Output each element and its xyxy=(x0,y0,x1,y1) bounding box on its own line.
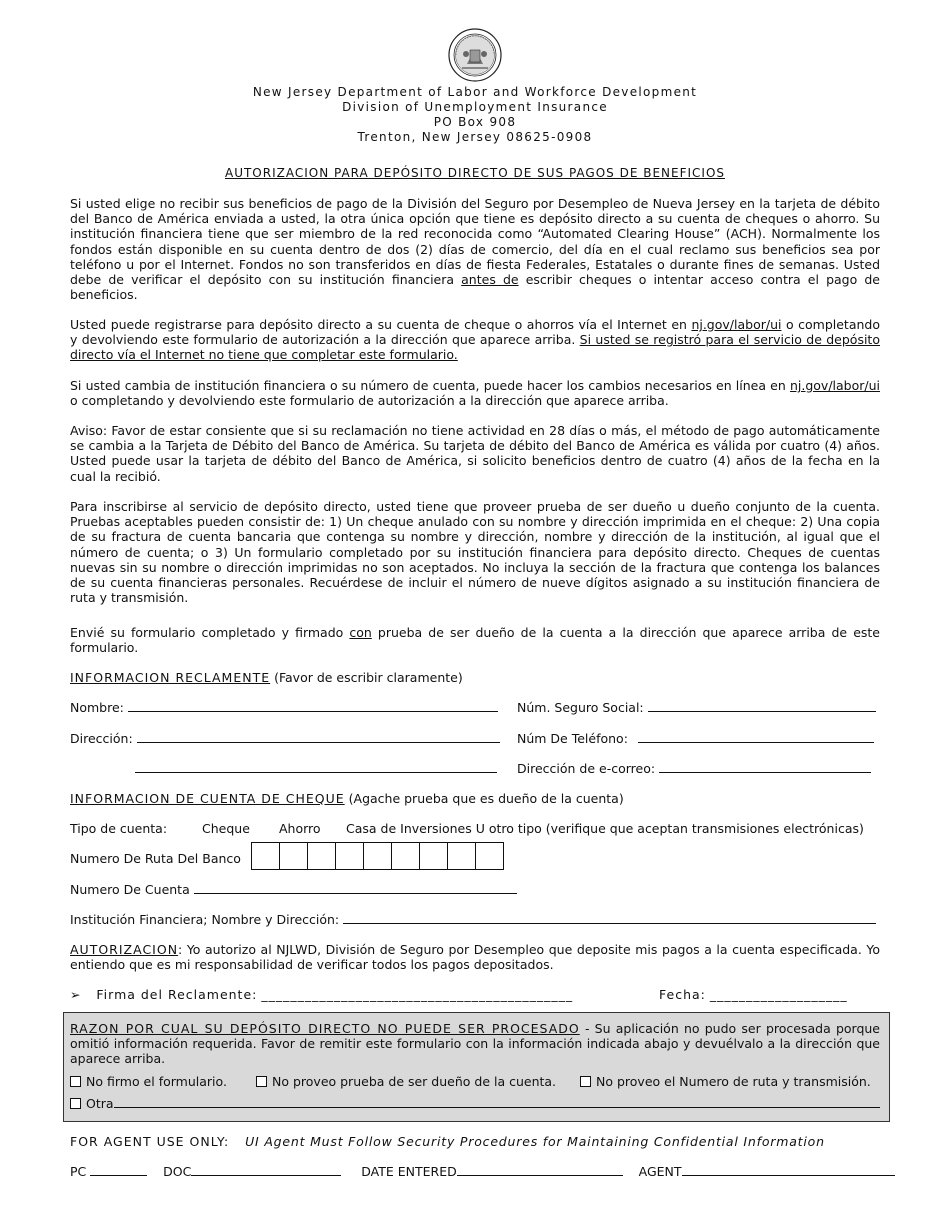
division-name: Division of Unemployment Insurance xyxy=(342,100,608,114)
routing-digit-box[interactable] xyxy=(336,843,364,869)
reject-option-unsigned[interactable]: No firmo el formulario. xyxy=(70,1074,227,1089)
doc-field[interactable]: DOC xyxy=(163,1164,341,1179)
website-link[interactable]: nj.gov/labor/ui xyxy=(789,378,880,393)
reject-option-other[interactable]: Otra xyxy=(70,1096,880,1111)
checkbox-icon[interactable] xyxy=(256,1076,267,1087)
date-entered-field[interactable]: DATE ENTERED xyxy=(361,1164,622,1179)
reject-option-no-proof[interactable]: No proveo prueba de ser dueño de la cuenta. xyxy=(256,1074,556,1089)
routing-digit-box[interactable] xyxy=(420,843,448,869)
website-link[interactable]: nj.gov/labor/ui xyxy=(691,317,782,332)
address-field[interactable]: Dirección: xyxy=(70,731,500,746)
account-number-field[interactable]: Numero De Cuenta xyxy=(70,882,517,897)
name-field[interactable]: Nombre: xyxy=(70,700,498,715)
routing-number-label: Numero De Ruta Del Banco xyxy=(70,851,241,866)
send-form-paragraph: Envié su formulario completado y firmado con prueba de ser dueño de la cuenta a la dirección que aparece arriba de este formulario. xyxy=(70,625,880,656)
form-title: AUTORIZACION PARA DEPÓSITO DIRECTO DE SUS PAGOS DE BENEFICIOS xyxy=(224,166,726,180)
checkbox-icon[interactable] xyxy=(70,1098,81,1109)
city-line: Trenton, New Jersey 08625-0908 xyxy=(357,130,593,144)
ssn-field[interactable]: Núm. Seguro Social: xyxy=(517,700,876,715)
reject-option-no-routing[interactable]: No proveo el Numero de ruta y transmisión. xyxy=(580,1074,871,1089)
account-type-checking[interactable]: Cheque xyxy=(202,821,250,836)
signature-field[interactable]: ➢ Firma del Reclamente: ___________________________________________ xyxy=(70,987,574,1002)
agency-name: New Jersey Department of Labor and Workforce Development xyxy=(252,85,698,99)
notice-paragraph: Aviso: Favor de estar consiente que si su reclamación no tiene actividad en 28 días o más, el método de pago automáticamente se cambia a la Tarjeta de Débito del Banco de América. Su tarjeta de débito del Banco de América es válida por cuatro (4) años. Usted puede usar la tarjeta de débito del Banco de América, si solicito beneficios dentro de cuatro (4) años de la fecha en la cual la recibió. xyxy=(70,423,880,484)
date-field[interactable]: Fecha: ___________________ xyxy=(659,987,848,1002)
routing-digit-box[interactable] xyxy=(364,843,392,869)
routing-digit-box[interactable] xyxy=(392,843,420,869)
rejection-text: RAZON POR CUAL SU DEPÓSITO DIRECTO NO PUEDE SER PROCESADO - Su aplicación no pudo ser procesada porque omitió información requerida. Favor de remitir este formulario con la información indicada abajo y devuélvalo a la dirección que aparece arriba. xyxy=(70,1021,880,1067)
pc-field[interactable]: PC xyxy=(70,1164,147,1179)
routing-digit-box[interactable] xyxy=(280,843,308,869)
phone-field[interactable]: Núm De Teléfono: xyxy=(517,731,874,746)
po-box: PO Box 908 xyxy=(433,115,517,129)
routing-digit-box[interactable] xyxy=(448,843,476,869)
routing-digit-box[interactable] xyxy=(308,843,336,869)
email-field[interactable]: Dirección de e-correo: xyxy=(517,761,871,776)
account-type-label: Tipo de cuenta: xyxy=(70,821,168,836)
online-registration-paragraph: Usted puede registrarse para depósito directo a su cuenta de cheque o ahorros vía el Internet en nj.gov/labor/ui o completando y devolviendo este formulario de autorización a la dirección que aparece arriba. Si usted se registró para el servicio de depósito directo vía el Internet no tiene que completar este formulario. xyxy=(70,317,880,363)
agent-use-heading: FOR AGENT USE ONLY: UI Agent Must Follow Security Procedures for Maintaining Confidential Information xyxy=(70,1134,825,1149)
routing-number-boxes[interactable] xyxy=(251,842,504,870)
agent-fields-row xyxy=(70,1164,895,1179)
address-line-2[interactable] xyxy=(135,761,497,776)
proof-paragraph: Para inscribirse al servicio de depósito directo, usted tiene que proveer prueba de ser dueño u dueño conjunto de la cuenta. Pruebas aceptables pueden consistir de: 1) Un cheque anulado con su nombre y dirección imprimida en el cheque: 2) Una copia de su fractura de cuenta bancaria que contenga su nombre y dirección, nombre y dirección de la institución, al igual que el número de cuenta; o 3) Un formulario completado por su institución financiera para depósito directo. Cheques de cuentas nuevas sin su nombre o dirección imprimidas no son aceptados. No incluya la sección de la fractura que contenga los balances de su cuenta financieras personales. Recuérdese de incluir el número de nueve dígitos asignado a su institución financiera de ruta y transmisión. xyxy=(70,499,880,606)
agent-field[interactable]: AGENT xyxy=(639,1164,895,1179)
agent-security-note: UI Agent Must Follow Security Procedures for Maintaining Confidential Information xyxy=(245,1134,825,1149)
checkbox-icon[interactable] xyxy=(580,1076,591,1087)
checkbox-icon[interactable] xyxy=(70,1076,81,1087)
institution-field[interactable]: Institución Financiera; Nombre y Dirección: xyxy=(70,912,876,927)
intro-paragraph: Si usted elige no recibir sus beneficios de pago de la División del Seguro por Desempleo de Nueva Jersey en la tarjeta de débito del Banco de América enviada a usted, la otra única opción que tiene es depósito directo a su cuenta de cheques o ahorro. Su institución financiera tiene que ser miembro de la red reconocida como “Automated Clearing House” (ACH). Normalmente los fondos están disponible en su cuenta dentro de dos (2) días de comercio, del día en el cual reclamo sus beneficios sea por teléfono u por el Internet. Fondos no son transferidos en días de fiesta Federales, Estatales o durante fines de semanas. Usted debe de verificar el depósito con su institución financiera antes de escribir cheques o intentar acceso contra el pago de beneficios. xyxy=(70,196,880,303)
change-institution-paragraph: Si usted cambia de institución financiera o su número de cuenta, puede hacer los cambios necesarios en línea en nj.gov/labor/ui o completando y devolviendo este formulario de autorización a la dirección que aparece arriba. xyxy=(70,378,880,409)
routing-digit-box[interactable] xyxy=(476,843,503,869)
account-type-savings[interactable]: Ahorro xyxy=(279,821,321,836)
arrow-bullet-icon: ➢ xyxy=(70,987,81,1002)
routing-digit-box[interactable] xyxy=(252,843,280,869)
claimant-section-heading: INFORMACION RECLAMENTE (Favor de escribir claramente) xyxy=(70,670,463,685)
account-type-other[interactable]: Casa de Inversiones U otro tipo (verifique que aceptan transmisiones electrónicas) xyxy=(346,821,864,836)
account-section-heading: INFORMACION DE CUENTA DE CHEQUE (Agache prueba que es dueño de la cuenta) xyxy=(70,791,624,806)
authorization-paragraph: AUTORIZACION: Yo autorizo al NJLWD, División de Seguro por Desempleo que deposite mis pagos a la cuenta especificada. Yo entiendo que es mi responsabilidad de verificar todos los pagos depositados. xyxy=(70,942,880,973)
state-seal-icon xyxy=(448,28,502,82)
